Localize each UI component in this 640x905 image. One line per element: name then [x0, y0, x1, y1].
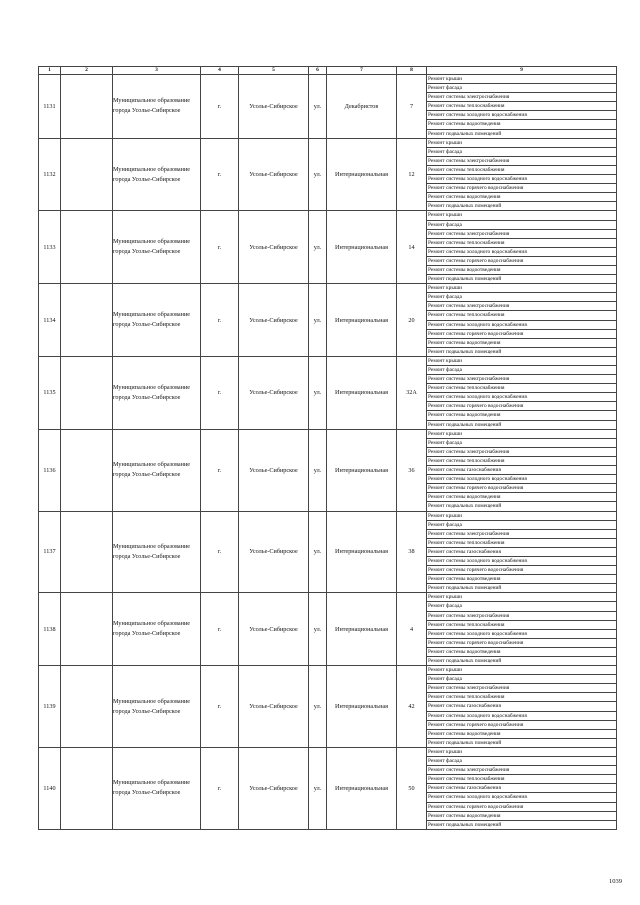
city-cell: Усолье-Сибирское — [239, 593, 309, 666]
city-cell: Усолье-Сибирское — [239, 211, 309, 284]
repair-work-item: Ремонт системы теплоснабжения — [427, 775, 616, 784]
column-header: 3 — [113, 67, 201, 75]
repair-work-item: Ремонт системы горячего водоснабжения — [427, 639, 616, 648]
repair-work-item: Ремонт системы горячего водоснабжения — [427, 721, 616, 730]
row-number-cell: 1136 — [39, 429, 61, 511]
repair-work-item: Ремонт крыши — [427, 139, 616, 148]
repair-work-item: Ремонт системы холодного водоснабжения — [427, 175, 616, 184]
city-cell: Усолье-Сибирское — [239, 138, 309, 211]
municipality-cell: Муниципальное образование города Усолье-Сибирское — [113, 284, 201, 357]
street-type-cell: ул. — [309, 511, 327, 593]
repair-work-item: Ремонт системы теплоснабжения — [427, 166, 616, 175]
municipality-cell: Муниципальное образование города Усолье-Сибирское — [113, 593, 201, 666]
table-row — [39, 75, 617, 139]
column-2-cell — [61, 284, 113, 357]
repair-work-item: Ремонт системы электроснабжения — [427, 157, 616, 166]
repair-work-item: Ремонт подвальных помещений — [428, 421, 502, 428]
repair-work-item: Ремонт подвальных помещений — [428, 348, 502, 355]
repair-work-item: Ремонт фасада — [427, 675, 616, 684]
municipality-cell: Муниципальное образование города Усолье-Сибирское — [113, 138, 201, 211]
repair-work-item: Ремонт системы водоотведения — [427, 812, 616, 821]
house-number-cell: 36 — [397, 429, 427, 511]
repair-works-cell — [427, 747, 617, 829]
table-row — [39, 284, 617, 357]
repair-work-item: Ремонт системы газоснабжения — [427, 548, 616, 557]
row-number-cell: 1139 — [39, 666, 61, 748]
table-body — [39, 75, 617, 830]
repair-work-item: Ремонт системы водоотведения — [427, 120, 616, 129]
municipality-cell: Муниципальное образование города Усолье-Сибирское — [113, 429, 201, 511]
repair-work-item: Ремонт крыши — [427, 211, 616, 220]
repair-work-item: Ремонт системы холодного водоснабжения — [427, 393, 616, 402]
repair-work-item: Ремонт фасада — [427, 757, 616, 766]
repair-work-item: Ремонт системы теплоснабжения — [427, 102, 616, 111]
repair-work-item: Ремонт фасада — [427, 602, 616, 611]
street-cell: Интернациональная — [327, 666, 397, 748]
table-row — [39, 511, 617, 593]
repair-work-item: Ремонт системы газоснабжения — [427, 466, 616, 475]
repair-work-item: Ремонт крыши — [427, 357, 616, 366]
repair-work-item: Ремонт системы водоотведения — [427, 339, 616, 348]
city-cell: Усолье-Сибирское — [239, 429, 309, 511]
column-header: 4 — [201, 67, 239, 75]
column-2-cell — [61, 211, 113, 284]
city-cell: Усолье-Сибирское — [239, 75, 309, 139]
repair-works-cell — [427, 666, 617, 748]
row-number-cell: 1134 — [39, 284, 61, 357]
street-type-cell: ул. — [309, 356, 327, 429]
repair-work-item: Ремонт крыши — [427, 284, 616, 293]
repair-work-item: Ремонт системы теплоснабжения — [427, 693, 616, 702]
column-2-cell — [61, 138, 113, 211]
table-row — [39, 138, 617, 211]
street-type-cell: ул. — [309, 593, 327, 666]
column-header: 2 — [61, 67, 113, 75]
repair-work-item: Ремонт системы холодного водоснабжения — [427, 248, 616, 257]
city-type-cell: г. — [201, 138, 239, 211]
city-type-cell: г. — [201, 747, 239, 829]
repair-work-item: Ремонт системы водоотведения — [427, 411, 616, 420]
repair-works-cell — [427, 511, 617, 593]
repair-work-item: Ремонт системы теплоснабжения — [427, 621, 616, 630]
repair-work-item: Ремонт системы водоотведения — [427, 648, 616, 657]
repair-work-item: Ремонт крыши — [427, 75, 616, 84]
repair-works-cell — [427, 593, 617, 666]
repair-work-item: Ремонт фасада — [427, 84, 616, 93]
column-header: 6 — [309, 67, 327, 75]
row-number-cell: 1140 — [39, 747, 61, 829]
city-type-cell: г. — [201, 284, 239, 357]
column-2-cell — [61, 429, 113, 511]
repair-works-cell — [427, 75, 617, 139]
municipality-cell: Муниципальное образование города Усолье-Сибирское — [113, 75, 201, 139]
repair-work-item: Ремонт подвальных помещений — [428, 821, 502, 828]
city-type-cell: г. — [201, 75, 239, 139]
repair-work-item: Ремонт системы теплоснабжения — [427, 457, 616, 466]
column-2-cell — [61, 747, 113, 829]
column-header: 9 — [427, 67, 617, 75]
municipality-cell: Муниципальное образование города Усолье-Сибирское — [113, 747, 201, 829]
column-2-cell — [61, 356, 113, 429]
repair-work-item: Ремонт системы электроснабжения — [427, 766, 616, 775]
street-type-cell: ул. — [309, 429, 327, 511]
street-cell: Интернациональная — [327, 593, 397, 666]
repair-work-item: Ремонт фасада — [427, 439, 616, 448]
repair-works-cell — [427, 138, 617, 211]
repair-work-item: Ремонт фасада — [427, 148, 616, 157]
repair-work-item: Ремонт системы холодного водоснабжения — [427, 712, 616, 721]
repair-work-item: Ремонт системы газоснабжения — [427, 784, 616, 793]
column-2-cell — [61, 75, 113, 139]
repair-work-item: Ремонт фасада — [427, 293, 616, 302]
repair-work-item: Ремонт системы горячего водоснабжения — [427, 330, 616, 339]
city-cell: Усолье-Сибирское — [239, 666, 309, 748]
municipality-cell: Муниципальное образование города Усолье-Сибирское — [113, 666, 201, 748]
city-type-cell: г. — [201, 211, 239, 284]
municipality-cell: Муниципальное образование города Усолье-Сибирское — [113, 211, 201, 284]
repair-works-cell — [427, 284, 617, 357]
house-number-cell: 14 — [397, 211, 427, 284]
repair-work-item: Ремонт системы электроснабжения — [427, 93, 616, 102]
repair-work-item: Ремонт фасада — [427, 221, 616, 230]
table-row — [39, 429, 617, 511]
street-type-cell: ул. — [309, 747, 327, 829]
street-type-cell: ул. — [309, 138, 327, 211]
repair-work-item: Ремонт подвальных помещений — [428, 130, 502, 137]
house-number-cell: 12 — [397, 138, 427, 211]
house-number-cell: 32А — [397, 356, 427, 429]
repair-work-item: Ремонт системы холодного водоснабжения — [427, 557, 616, 566]
street-cell: Интернациональная — [327, 284, 397, 357]
repair-work-item: Ремонт системы теплоснабжения — [427, 384, 616, 393]
repair-register-table — [38, 66, 617, 830]
column-header: 8 — [397, 67, 427, 75]
column-header: 7 — [327, 67, 397, 75]
city-cell: Усолье-Сибирское — [239, 356, 309, 429]
street-cell: Интернациональная — [327, 747, 397, 829]
repair-work-item: Ремонт подвальных помещений — [428, 739, 502, 746]
city-type-cell: г. — [201, 356, 239, 429]
column-header: 1 — [39, 67, 61, 75]
repair-work-item: Ремонт фасада — [427, 366, 616, 375]
repair-works-cell — [427, 429, 617, 511]
repair-work-item: Ремонт подвальных помещений — [428, 585, 502, 592]
house-number-cell: 20 — [397, 284, 427, 357]
repair-work-item: Ремонт фасада — [427, 521, 616, 530]
house-number-cell: 7 — [397, 75, 427, 139]
street-cell: Интернациональная — [327, 356, 397, 429]
row-number-cell: 1133 — [39, 211, 61, 284]
repair-work-item: Ремонт системы электроснабжения — [427, 302, 616, 311]
repair-work-item: Ремонт системы газоснабжения — [427, 702, 616, 711]
table-row — [39, 211, 617, 284]
city-cell: Усолье-Сибирское — [239, 284, 309, 357]
table-row — [39, 593, 617, 666]
column-number-row — [39, 67, 617, 75]
column-2-cell — [61, 666, 113, 748]
repair-work-item: Ремонт системы теплоснабжения — [427, 239, 616, 248]
repair-work-item: Ремонт системы горячего водоснабжения — [427, 566, 616, 575]
repair-work-item: Ремонт системы холодного водоснабжения — [427, 475, 616, 484]
repair-work-item: Ремонт крыши — [427, 430, 616, 439]
repair-work-item: Ремонт системы водоотведения — [427, 730, 616, 739]
street-type-cell: ул. — [309, 666, 327, 748]
repair-works-cell — [427, 356, 617, 429]
municipality-cell: Муниципальное образование города Усолье-Сибирское — [113, 356, 201, 429]
column-2-cell — [61, 593, 113, 666]
repair-work-item: Ремонт крыши — [427, 593, 616, 602]
repair-work-item: Ремонт системы холодного водоснабжения — [427, 793, 616, 802]
repair-work-item: Ремонт крыши — [427, 666, 616, 675]
repair-work-item: Ремонт системы горячего водоснабжения — [427, 803, 616, 812]
street-cell: Интернациональная — [327, 211, 397, 284]
row-number-cell: 1132 — [39, 138, 61, 211]
city-cell: Усолье-Сибирское — [239, 747, 309, 829]
street-type-cell: ул. — [309, 284, 327, 357]
row-number-cell: 1137 — [39, 511, 61, 593]
repair-work-item: Ремонт системы электроснабжения — [427, 230, 616, 239]
column-2-cell — [61, 511, 113, 593]
city-cell: Усолье-Сибирское — [239, 511, 309, 593]
row-number-cell: 1138 — [39, 593, 61, 666]
house-number-cell: 4 — [397, 593, 427, 666]
repair-work-item: Ремонт системы горячего водоснабжения — [427, 257, 616, 266]
repair-work-item: Ремонт системы водоотведения — [427, 575, 616, 584]
repair-work-item: Ремонт системы холодного водоснабжения — [427, 630, 616, 639]
repair-work-item: Ремонт системы водоотведения — [427, 266, 616, 275]
repair-work-item: Ремонт системы теплоснабжения — [427, 539, 616, 548]
repair-work-item: Ремонт системы горячего водоснабжения — [427, 402, 616, 411]
page-number: 1039 — [609, 878, 622, 885]
row-number-cell: 1131 — [39, 75, 61, 139]
table-row — [39, 666, 617, 748]
repair-work-item: Ремонт крыши — [427, 512, 616, 521]
house-number-cell: 38 — [397, 511, 427, 593]
row-number-cell: 1135 — [39, 356, 61, 429]
repair-work-item: Ремонт системы водоотведения — [427, 493, 616, 502]
repair-work-item: Ремонт подвальных помещений — [428, 658, 502, 664]
house-number-cell: 50 — [397, 747, 427, 829]
repair-work-item: Ремонт подвальных помещений — [428, 503, 502, 510]
repair-work-item: Ремонт подвальных помещений — [428, 276, 502, 283]
city-type-cell: г. — [201, 429, 239, 511]
repair-work-item: Ремонт системы электроснабжения — [427, 448, 616, 457]
table-row — [39, 356, 617, 429]
repair-work-item: Ремонт системы электроснабжения — [427, 530, 616, 539]
repair-work-item: Ремонт системы горячего водоснабжения — [427, 484, 616, 493]
city-type-cell: г. — [201, 666, 239, 748]
street-cell: Интернациональная — [327, 138, 397, 211]
city-type-cell: г. — [201, 593, 239, 666]
city-type-cell: г. — [201, 511, 239, 593]
repair-work-item: Ремонт системы электроснабжения — [427, 375, 616, 384]
street-cell: Интернациональная — [327, 429, 397, 511]
repair-work-item: Ремонт системы холодного водоснабжения — [427, 111, 616, 120]
repair-works-cell — [427, 211, 617, 284]
repair-work-item: Ремонт системы водоотведения — [427, 193, 616, 202]
street-cell: Интернациональная — [327, 511, 397, 593]
repair-work-item: Ремонт системы холодного водоснабжения — [427, 321, 616, 330]
repair-work-item: Ремонт системы горячего водоснабжения — [427, 184, 616, 193]
column-header: 5 — [239, 67, 309, 75]
repair-work-item: Ремонт системы электроснабжения — [427, 612, 616, 621]
street-cell: Декабристов — [327, 75, 397, 139]
repair-work-item: Ремонт системы электроснабжения — [427, 684, 616, 693]
repair-work-item: Ремонт крыши — [427, 748, 616, 757]
repair-work-item: Ремонт подвальных помещений — [428, 203, 502, 210]
municipality-cell: Муниципальное образование города Усолье-Сибирское — [113, 511, 201, 593]
street-type-cell: ул. — [309, 75, 327, 139]
table-row — [39, 747, 617, 829]
house-number-cell: 42 — [397, 666, 427, 748]
street-type-cell: ул. — [309, 211, 327, 284]
repair-work-item: Ремонт системы теплоснабжения — [427, 311, 616, 320]
